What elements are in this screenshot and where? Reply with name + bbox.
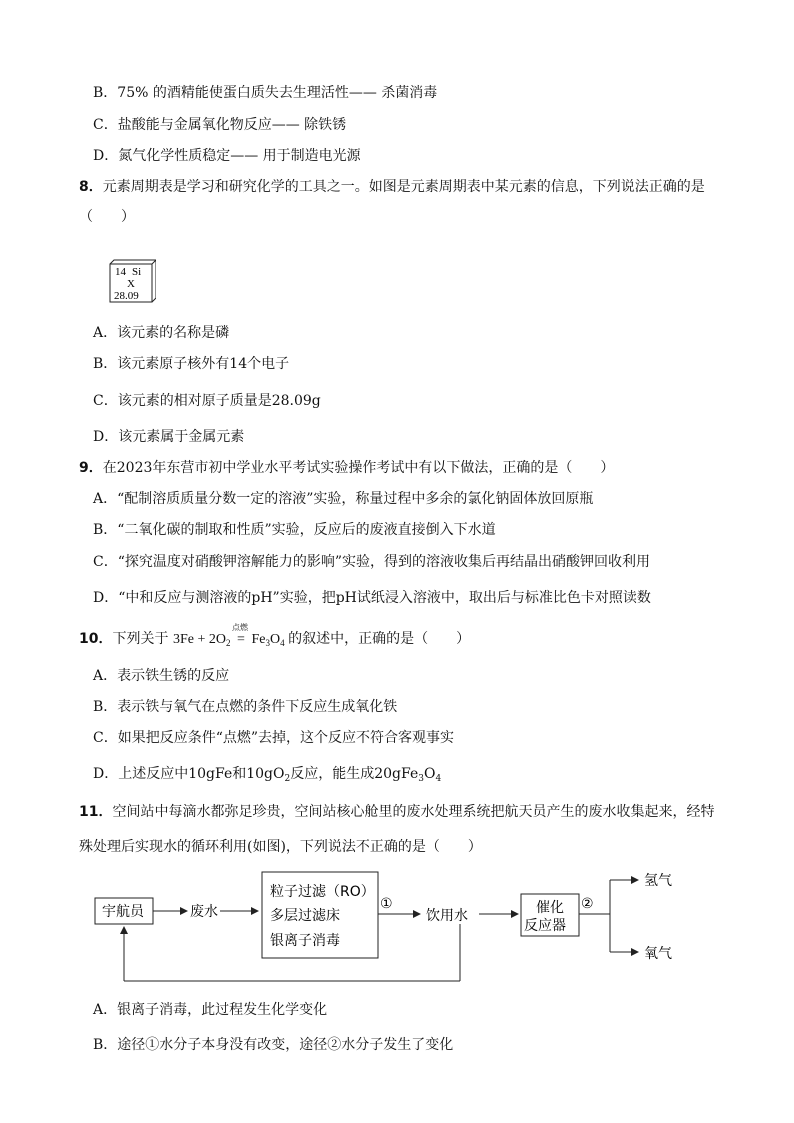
wastewater-label: 废水 xyxy=(190,904,218,920)
q10-equation xyxy=(172,623,288,648)
q8-paren: （ ） xyxy=(79,209,135,225)
q10-option-d-mid: 反应，能生成20gFe xyxy=(290,766,419,782)
element-name: X xyxy=(127,278,135,290)
q11-option-a: A．银离子消毒，此过程发生化学变化 xyxy=(93,1002,328,1018)
eq-o-subscript: 4 xyxy=(280,638,285,648)
q11-stem-text1: 空间站中每滴水都弥足珍贵，空间站核心舱里的废水处理系统把航天员产生的废水收集起来，经特 xyxy=(112,804,715,820)
q10-option-c: C．如果把反应条件“点燃”去掉，这个反应不符合客观事实 xyxy=(93,730,455,746)
eq-arrow: 点燃 = xyxy=(231,623,248,647)
q10-stem xyxy=(79,623,471,648)
q8-option-d: D．该元素属于金属元素 xyxy=(93,429,245,445)
process-bed-label: 多层过滤床 xyxy=(270,908,340,924)
reactor-label-1: 催化 xyxy=(536,900,564,916)
q8-stem-text: 元素周期表是学习和研究化学的工具之一。如图是元素周期表中某元素的信息，下列说法正确的是 xyxy=(102,179,705,195)
q8-option-b: B．该元素原子核外有14个电子 xyxy=(93,356,290,372)
process-silver-label: 银离子消毒 xyxy=(270,933,340,949)
q9-option-d: D．“中和反应与测溶液的pH”实验，把pH试纸浸入溶液中，取出后与标准比色卡对照读数 xyxy=(93,590,651,606)
eq-fe-subscript: 3 xyxy=(265,638,270,648)
q8-option-a: A．该元素的名称是磷 xyxy=(93,325,230,341)
q10-stem-pre: 下列关于 xyxy=(112,631,169,647)
q10-stem-post: 的叙述中，正确的是（ ） xyxy=(288,631,471,647)
q8-option-c: C．该元素的相对原子质量是28.09g xyxy=(93,393,321,409)
q8-stem xyxy=(79,176,705,196)
q10-option-b: B．表示铁与氧气在点燃的条件下反应生成氧化铁 xyxy=(93,699,398,715)
q9-option-b: B．“二氧化碳的制取和性质”实验，反应后的废液直接倒入下水道 xyxy=(93,522,496,538)
q9-stem xyxy=(79,457,614,477)
element-tile xyxy=(104,258,152,302)
eq-o2-subscript: 2 xyxy=(225,638,231,648)
hydrogen-label: 氢气 xyxy=(644,873,672,889)
q10-option-d-o: O xyxy=(423,766,436,782)
q9-option-a: A．“配制溶质质量分数一定的溶液”实验，称量过程中多余的氯化钠固体放回原瓶 xyxy=(93,491,594,507)
q10-option-d xyxy=(93,763,441,784)
q9-option-c: C．“探究温度对硝酸钾溶解能力的影响”实验，得到的溶液收集后再结晶出硝酸钾回收利用 xyxy=(93,554,651,570)
q8-number: 8． xyxy=(79,179,103,195)
process-ro-label: 粒子过滤（RO） xyxy=(270,884,375,900)
element-symbol: Si xyxy=(132,266,142,278)
element-number: 14 xyxy=(115,266,126,278)
q9-number: 9． xyxy=(79,460,103,476)
q11-number: 11． xyxy=(79,804,113,820)
q10-option-a: A．表示铁生锈的反应 xyxy=(93,668,230,684)
q10-option-d-sub2: 3 xyxy=(418,774,424,784)
eq-product-o: O xyxy=(269,632,281,647)
q10-option-d-sub1: 2 xyxy=(284,774,291,784)
q9-stem-text: 在2023年东营市初中学业水平考试实验操作考试中有以下做法，正确的是（ ） xyxy=(102,460,615,476)
q7-option-b: B．75% 的酒精能使蛋白质失去生理活性—— 杀菌消毒 xyxy=(93,85,438,101)
oxygen-label: 氧气 xyxy=(644,946,672,962)
eq-reactants: 3Fe + 2O xyxy=(172,632,226,647)
element-mass: 28.09 xyxy=(114,290,139,302)
q11-stem-line1 xyxy=(79,801,714,821)
q10-option-d-sub3: 4 xyxy=(435,774,442,784)
route-2-label: ② xyxy=(581,896,594,912)
q11-stem-line2: 殊处理后实现水的循环利用(如图)，下列说法不正确的是（ ） xyxy=(79,839,482,855)
eq-condition: 点燃 xyxy=(231,623,248,632)
q7-option-d: D．氮气化学性质稳定—— 用于制造电光源 xyxy=(93,148,361,164)
reactor-label-2: 反应器 xyxy=(524,918,566,934)
q10-number: 10． xyxy=(79,631,113,647)
q7-option-c: C．盐酸能与金属氧化物反应—— 除铁锈 xyxy=(93,117,347,133)
water-cycle-diagram xyxy=(90,868,690,988)
route-1-label: ① xyxy=(380,896,393,912)
q11-option-b: B．途径①水分子本身没有改变，途径②水分子发生了变化 xyxy=(93,1037,454,1053)
drinking-water-label: 饮用水 xyxy=(426,908,468,924)
q10-option-d-pre: D．上述反应中10gFe和10gO xyxy=(93,766,285,782)
eq-product-fe: Fe xyxy=(251,632,266,647)
astronaut-label: 宇航员 xyxy=(102,904,144,920)
